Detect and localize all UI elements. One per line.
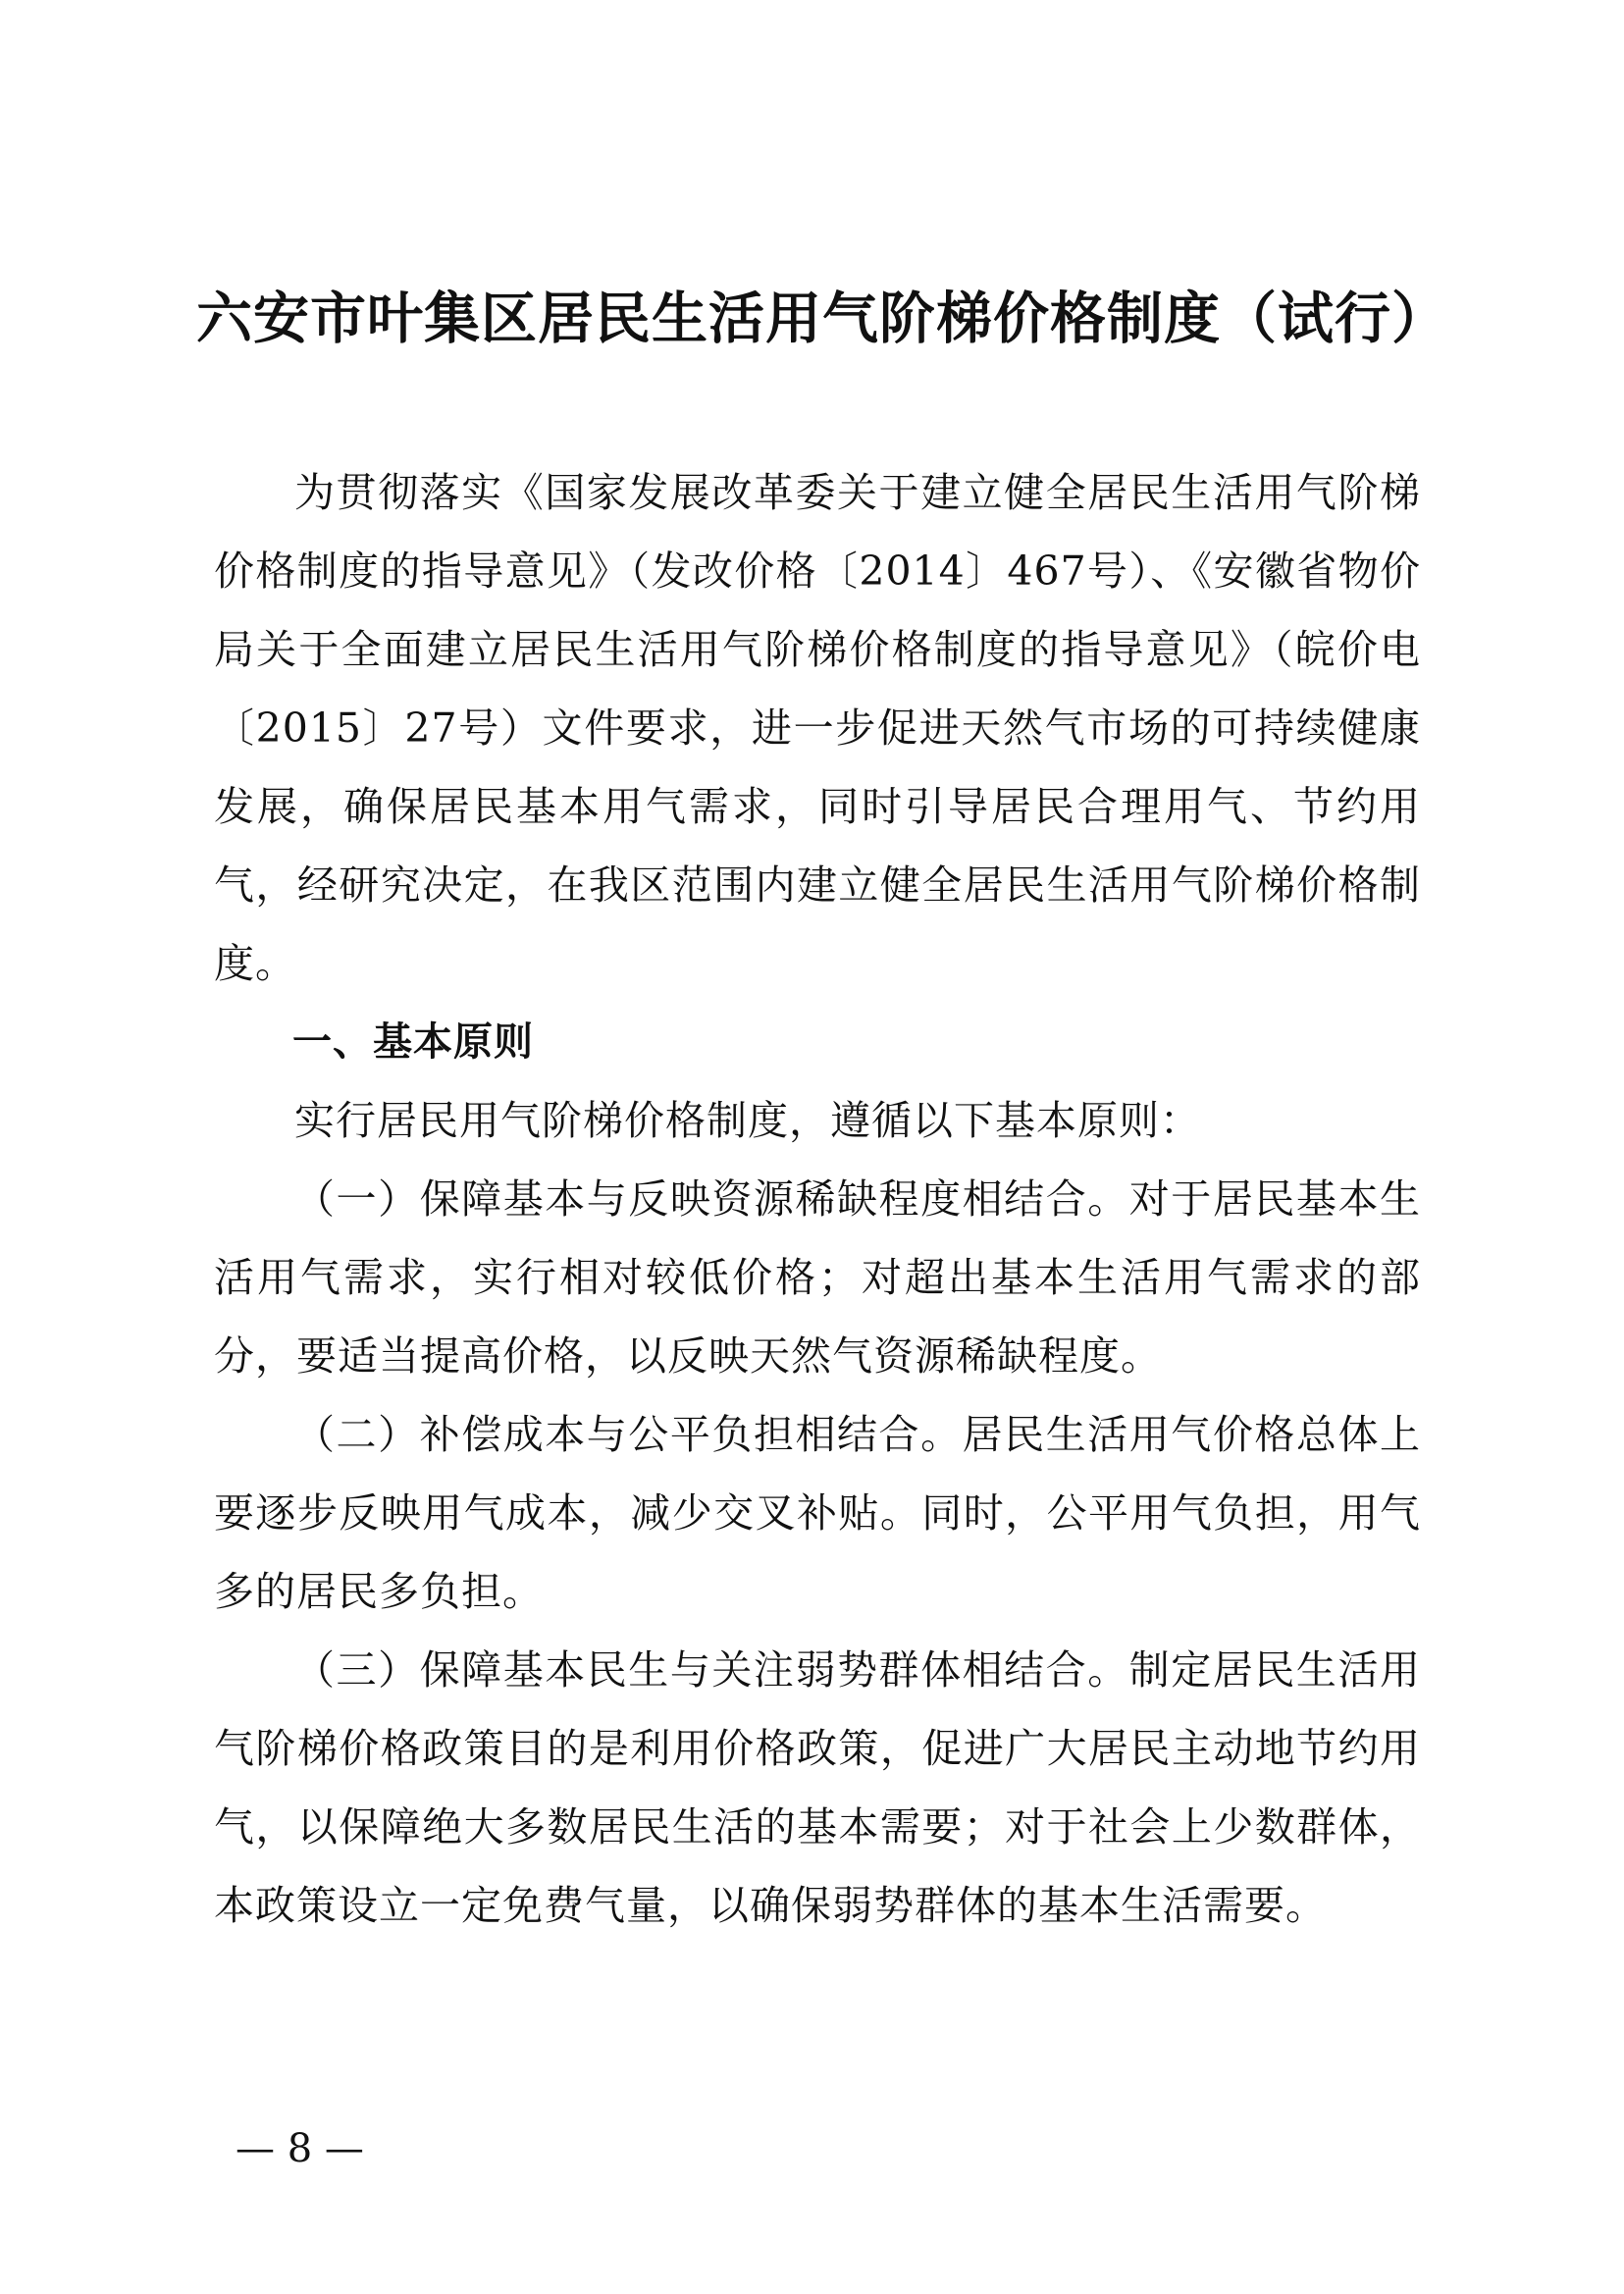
document-body: [214, 453, 1421, 1945]
paragraph-principle-3: （三）保障基本民生与关注弱势群体相结合。制定居民生活用气阶梯价格政策目的是利用价格政策，促进广大居民主动地节约用气，以保障绝大多数居民生活的基本需要；对于社会上少数群体，本政策设立一定免费气量，以确保弱势群体的基本生活需要。: [214, 1646, 1421, 1929]
section-heading-basic-principles: 一、基本原则: [292, 1019, 534, 1065]
paragraph-principle-2: （二）补偿成本与公平负担相结合。居民生活用气价格总体上要逐步反映用气成本，减少交叉补贴。同时，公平用气负担，用气多的居民多负担。: [214, 1411, 1421, 1615]
paragraph-principle-1: （一）保障基本与反映资源稀缺程度相结合。对于居民基本生活用气需求，实行相对较低价格；对超出基本生活用气需求的部分，要适当提高价格，以反映天然气资源稀缺程度。: [214, 1175, 1421, 1380]
page-number: — 8 —: [236, 2126, 364, 2171]
paragraph-intro: 为贯彻落实《国家发展改革委关于建立健全居民生活用气阶梯价格制度的指导意见》（发改价格〔2014〕467号）、《安徽省物价局关于全面建立居民生活用气阶梯价格制度的指导意见》（皖价电〔2015〕27号）文件要求，进一步促进天然气市场的可持续健康发展，确保居民基本用气需求，同时引导居民合理用气、节约用气，经研究决定，在我区范围内建立健全居民生活用气阶梯价格制度。: [214, 469, 1421, 987]
paragraph-principles-lead: 实行居民用气阶梯价格制度，遵循以下基本原则：: [294, 1097, 1201, 1144]
document-title: 六安市叶集区居民生活用气阶梯价格制度（试行）: [196, 286, 1448, 351]
